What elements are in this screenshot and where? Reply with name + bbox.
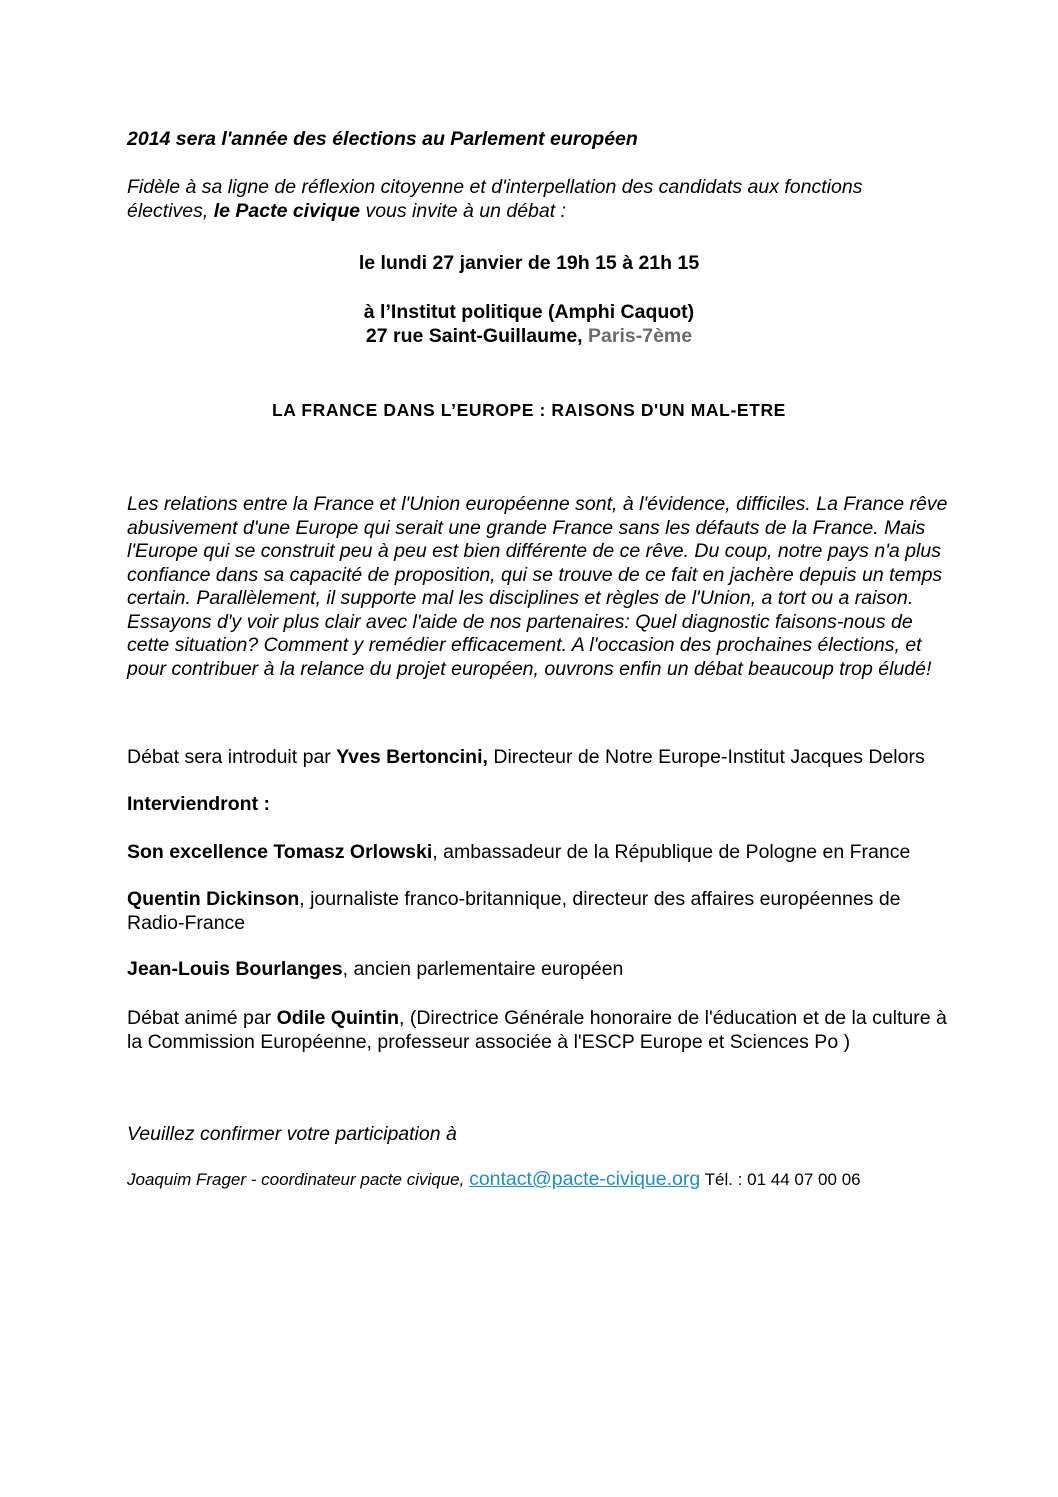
speaker: [127, 958, 623, 982]
contact-phone: Tél. : 01 44 07 00 06: [700, 1170, 861, 1189]
moderator-name: Odile Quintin: [276, 1007, 400, 1029]
speaker-name: Son excellence Tomasz Orlowski: [127, 841, 433, 863]
paragraph-line: cette situation? Comment y remédier efficacement. A l'occasion des prochaines élections, et: [127, 634, 922, 656]
pacte-civique: le Pacte civique: [213, 199, 361, 222]
paragraph-line: abusivement d'une Europe qui serait une grande France sans les défauts de la France. Mais: [127, 516, 926, 539]
speaker-name: Quentin Dickinson: [127, 888, 300, 910]
intro-line2: électives,: [127, 199, 214, 222]
venue: [0, 301, 1058, 348]
contact-line: [127, 1168, 861, 1192]
speaker: [127, 841, 910, 865]
intro-text: [127, 176, 862, 223]
moderator-role-line2: la Commission Européenne, professeur associée à l'ESCP Europe et Sciences Po ): [127, 1030, 851, 1053]
moderator-role: , (Directrice Générale honoraire de l'éducation et de la culture à: [399, 1007, 947, 1029]
venue-city: Paris-7ème: [588, 324, 693, 347]
theme-title: LA FRANCE DANS L’EUROPE : RAISONS D'UN MAL-ETRE: [272, 400, 786, 420]
introducer: [127, 746, 925, 770]
speaker-desc: , ancien parlementaire européen: [342, 958, 624, 980]
intro-line1: Fidèle à sa ligne de réflexion citoyenne et d'interpellation des candidats aux fonctions: [127, 176, 863, 198]
contact-email-link[interactable]: contact@pacte-civique.org: [469, 1168, 701, 1190]
speakers-label: Interviendront :: [127, 793, 271, 815]
rsvp-text: Veuillez confirmer votre participation à: [127, 1123, 457, 1145]
introducer-name: Yves Bertoncini,: [336, 746, 488, 768]
paragraph-line: confiance dans sa capacité de proposition, qui se trouve de ce fait en jachère depuis un temps: [127, 563, 943, 586]
heading: 2014 sera l'année des élections au Parlement européen: [127, 128, 638, 150]
paragraph-line: pour contribuer à la relance du projet européen, ouvrons enfin un débat beaucoup trop éludé!: [127, 657, 932, 680]
introducer-pre: Débat sera introduit par: [127, 746, 337, 768]
speaker: [127, 888, 901, 935]
contact-person: Joaquim Frager - coordinateur pacte civique,: [127, 1170, 470, 1189]
speaker-desc: Radio-France: [127, 911, 246, 934]
moderator: [127, 1007, 947, 1054]
introducer-role: Directeur de Notre Europe-Institut Jacques Delors: [487, 746, 925, 768]
paragraph-line: Essayons d'y voir plus clair avec l'aide de nos partenaires: Quel diagnostic faisons-nous de: [127, 610, 913, 633]
venue-street: 27 rue Saint-Guillaume,: [365, 324, 589, 347]
paragraph-line: certain. Parallèlement, il supporte mal les disciplines et règles de l'Union, a tort ou a raison.: [127, 587, 914, 609]
speaker-desc: , journaliste franco-britannique, directeur des affaires européennes de: [299, 888, 901, 910]
venue-name: à l’Institut politique (Amphi Caquot): [363, 301, 695, 323]
event-date: le lundi 27 janvier de 19h 15 à 21h 15: [358, 252, 700, 274]
description-paragraph: [127, 493, 947, 681]
intro-line2-end: vous invite à un débat :: [360, 199, 566, 222]
moderator-pre: Débat animé par: [127, 1007, 277, 1029]
paragraph-line: l'Europe qui se construit peu à peu est bien différente de ce rêve. Du coup, notre pays n'a plus: [127, 540, 941, 562]
paragraph-line: Les relations entre la France et l'Union européenne sont, à l'évidence, difficiles. La France rêve: [127, 493, 948, 515]
speaker-desc: , ambassadeur de la République de Pologne en France: [432, 841, 911, 863]
speaker-name: Jean-Louis Bourlanges: [127, 958, 343, 980]
